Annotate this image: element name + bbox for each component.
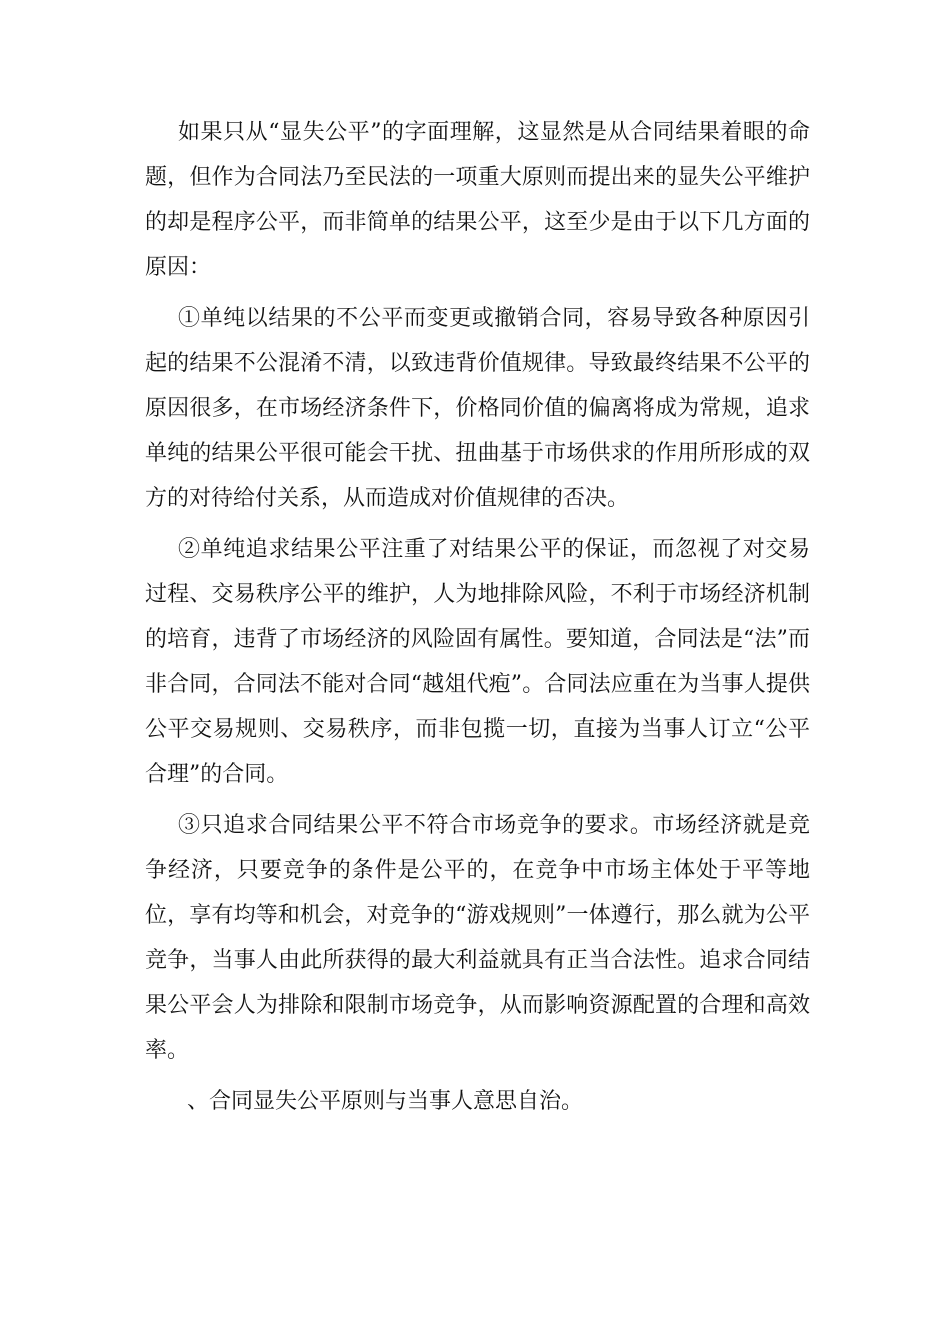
paragraph-reason-1: ①单纯以结果的不公平而变更或撤销合同，容易导致各种原因引起的结果不公混淆不清，以致违背价值规律。导致最终结果不公平的原因很多，在市场经济条件下，价格同价值的偏离将成为常规，追求单纯的结果公平很可能会干扰、扭曲基于市场供求的作用所形成的双方的对待给付关系，从而造成对价值规律的否决。 — [145, 306, 810, 511]
document-body — [145, 110, 810, 1130]
paragraph-reason-2: ②单纯追求结果公平注重了对结果公平的保证，而忽视了对交易过程、交易秩序公平的维护，人为地排除风险，不利于市场经济机制的培育，违背了市场经济的风险固有属性。要知道，合同法是“法”而非合同，合同法不能对合同“越俎代疱”。合同法应重在为当事人提供公平交易规则、交易秩序，而非包揽一切，直接为当事人订立“公平合理”的合同。 — [145, 537, 810, 787]
paragraph-intro: 如果只从“显失公平”的字面理解，这显然是从合同结果着眼的命题，但作为合同法乃至民法的一项重大原则而提出来的显失公平维护的却是程序公平，而非简单的结果公平，这至少是由于以下几方面的原因： — [145, 120, 810, 280]
paragraph-reason-3: ③只追求合同结果公平不符合市场竞争的要求。市场经济就是竞争经济，只要竞争的条件是公平的，在竞争中市场主体处于平等地位，享有均等和机会，对竞争的“游戏规则”一体遵行，那么就为公平竞争，当事人由此所获得的最大利益就具有正当合法性。追求合同结果公平会人为排除和限制市场竞争，从而影响资源配置的合理和高效率。 — [145, 813, 810, 1063]
section-heading: 、合同显失公平原则与当事人意思自治。 — [187, 1089, 584, 1114]
